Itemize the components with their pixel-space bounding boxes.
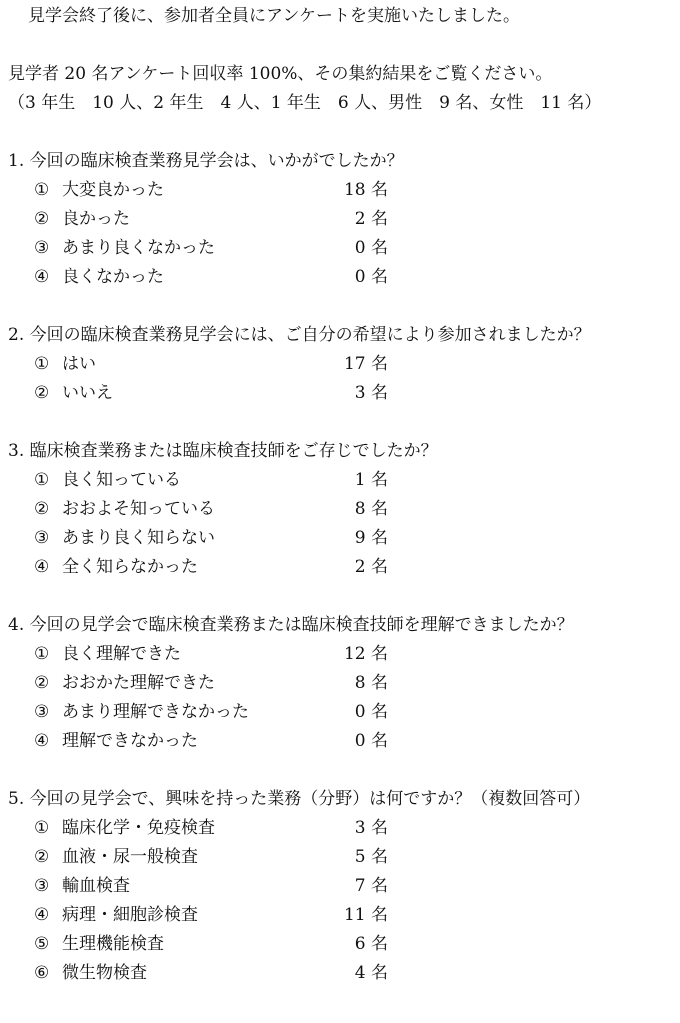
option-mark: ③ — [34, 528, 50, 548]
option-label: あまり理解できなかった — [62, 702, 249, 722]
option-count: 6 名 — [354, 934, 388, 954]
option-count: 2 名 — [354, 557, 388, 577]
question-3: 3. 臨床検査業務または臨床検査技師をご存じでしたか？ — [8, 441, 438, 461]
question-1: 1. 今回の臨床検査業務見学会は、いかがでしたか？ — [8, 151, 404, 171]
option-count: 4 名 — [354, 963, 388, 983]
option-mark: ① — [34, 180, 50, 200]
option-count: 9 名 — [354, 528, 388, 548]
option-mark: ① — [34, 818, 50, 838]
q5-option-5 — [34, 930, 414, 959]
option-mark: ② — [34, 673, 50, 693]
summary-line: 見学者 20 名アンケート回収率 100%、その集約結果をご覧ください。 — [8, 64, 553, 84]
q4-option-1 — [34, 640, 414, 669]
q3-option-1 — [34, 466, 414, 495]
q5-option-3 — [34, 872, 414, 901]
option-mark: ① — [34, 644, 50, 664]
option-label: あまり良く知らない — [62, 528, 215, 548]
option-count: 2 名 — [354, 209, 388, 229]
option-count: 11 名 — [343, 905, 388, 925]
option-mark: ② — [34, 847, 50, 867]
option-label: 全く知らなかった — [62, 557, 198, 577]
q3-option-3 — [34, 524, 414, 553]
option-count: 1 名 — [354, 470, 388, 490]
option-count: 0 名 — [354, 731, 388, 751]
option-count: 12 名 — [343, 644, 388, 664]
option-count: 0 名 — [354, 702, 388, 722]
option-label: 良く知っている — [62, 470, 181, 490]
option-count: 18 名 — [343, 180, 388, 200]
option-label: はい — [62, 354, 96, 374]
option-mark: ③ — [34, 238, 50, 258]
option-mark: ① — [34, 470, 50, 490]
option-label: 生理機能検査 — [62, 934, 164, 954]
option-label: 良かった — [62, 209, 130, 229]
q3-option-2 — [34, 495, 414, 524]
option-label: おおかた理解できた — [62, 673, 215, 693]
q2-option-2 — [34, 379, 414, 408]
option-mark: ⑥ — [34, 963, 50, 983]
q1-option-3 — [34, 234, 414, 263]
option-mark: ③ — [34, 702, 50, 722]
question-5: 5. 今回の見学会で、興味を持った業務（分野）は何ですか？（複数回答可） — [8, 789, 591, 809]
q5-option-1 — [34, 814, 414, 843]
option-label: 輸血検査 — [62, 876, 130, 896]
option-mark: ② — [34, 499, 50, 519]
option-mark: ② — [34, 209, 50, 229]
option-label: 臨床化学・免疫検査 — [62, 818, 215, 838]
intro-text: 見学会終了後に、参加者全員にアンケートを実施いたしました。 — [28, 6, 520, 26]
option-mark: ③ — [34, 876, 50, 896]
q3-option-4 — [34, 553, 414, 582]
option-mark: ⑤ — [34, 934, 50, 954]
option-mark: ④ — [34, 267, 50, 287]
option-mark: ④ — [34, 557, 50, 577]
option-mark: ① — [34, 354, 50, 374]
option-count: 17 名 — [343, 354, 388, 374]
option-count: 8 名 — [354, 673, 388, 693]
option-count: 7 名 — [354, 876, 388, 896]
option-label: 理解できなかった — [62, 731, 198, 751]
option-label: おおよそ知っている — [62, 499, 215, 519]
option-label: 病理・細胞診検査 — [62, 905, 198, 925]
option-count: 3 名 — [354, 383, 388, 403]
q1-option-4 — [34, 263, 414, 292]
question-2: 2. 今回の臨床検査業務見学会には、ご自分の希望により参加されましたか？ — [8, 325, 591, 345]
q5-option-4 — [34, 901, 414, 930]
option-count: 5 名 — [354, 847, 388, 867]
option-mark: ④ — [34, 905, 50, 925]
option-label: 血液・尿一般検査 — [62, 847, 198, 867]
option-label: あまり良くなかった — [62, 238, 215, 258]
option-mark: ② — [34, 383, 50, 403]
q2-option-1 — [34, 350, 414, 379]
q4-option-2 — [34, 669, 414, 698]
q4-option-3 — [34, 698, 414, 727]
q1-option-1 — [34, 176, 414, 205]
option-mark: ④ — [34, 731, 50, 751]
option-label: 良く理解できた — [62, 644, 181, 664]
option-count: 0 名 — [354, 267, 388, 287]
breakdown-line: （3 年生 10 人、2 年生 4 人、1 年生 6 人、男性 9 名、女性 11 名） — [8, 93, 602, 113]
option-label: 良くなかった — [62, 267, 164, 287]
option-count: 8 名 — [354, 499, 388, 519]
option-label: 微生物検査 — [62, 963, 147, 983]
q5-option-6 — [34, 959, 414, 988]
option-label: 大変良かった — [62, 180, 164, 200]
q5-option-2 — [34, 843, 414, 872]
q4-option-4 — [34, 727, 414, 756]
option-count: 0 名 — [354, 238, 388, 258]
q1-option-2 — [34, 205, 414, 234]
option-label: いいえ — [62, 383, 113, 403]
question-4: 4. 今回の見学会で臨床検査業務または臨床検査技師を理解できましたか？ — [8, 615, 574, 635]
option-count: 3 名 — [354, 818, 388, 838]
